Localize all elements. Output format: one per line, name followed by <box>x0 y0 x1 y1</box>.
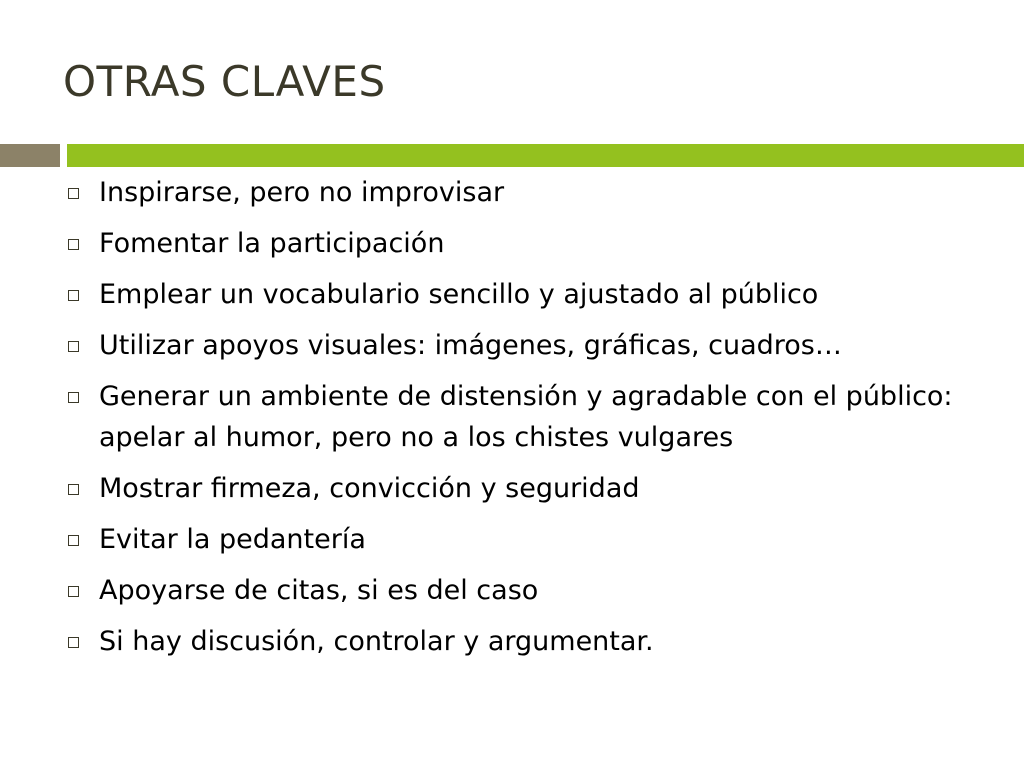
accent-bar-right <box>67 144 1024 167</box>
bullet-text: Utilizar apoyos visuales: imágenes, gráficas, cuadros… <box>99 330 842 361</box>
bullet-item <box>63 376 963 458</box>
accent-bar-left <box>0 144 60 167</box>
bullet-item <box>63 172 963 213</box>
bullet-text: Apoyarse de citas, si es del caso <box>99 575 539 606</box>
bullet-item <box>63 274 963 315</box>
hollow-square-icon <box>68 341 79 352</box>
hollow-square-icon <box>68 637 79 648</box>
bullet-item <box>63 325 963 366</box>
bullet-text: Mostrar firmeza, convicción y seguridad <box>99 473 640 504</box>
hollow-square-icon <box>68 586 79 597</box>
hollow-square-icon <box>68 239 79 250</box>
hollow-square-icon <box>68 290 79 301</box>
hollow-square-icon <box>68 188 79 199</box>
bullet-item <box>63 223 963 264</box>
bullet-text: Fomentar la participación <box>99 228 445 259</box>
bullet-text: Emplear un vocabulario sencillo y ajustado al público <box>99 279 819 310</box>
bullet-item <box>63 570 963 611</box>
slide-title: OTRAS CLAVES <box>63 57 386 106</box>
bullet-list <box>63 172 963 672</box>
hollow-square-icon <box>68 484 79 495</box>
hollow-square-icon <box>68 392 79 403</box>
bullet-text: Si hay discusión, controlar y argumentar. <box>99 626 654 657</box>
bullet-item <box>63 621 963 662</box>
bullet-text: Generar un ambiente de distensión y agradable con el público: apelar al humor, pero no a los chistes vulgares <box>99 381 953 453</box>
hollow-square-icon <box>68 535 79 546</box>
bullet-text: Evitar la pedantería <box>99 524 366 555</box>
bullet-item <box>63 468 963 509</box>
bullet-item <box>63 519 963 560</box>
bullet-text: Inspirarse, pero no improvisar <box>99 177 505 208</box>
